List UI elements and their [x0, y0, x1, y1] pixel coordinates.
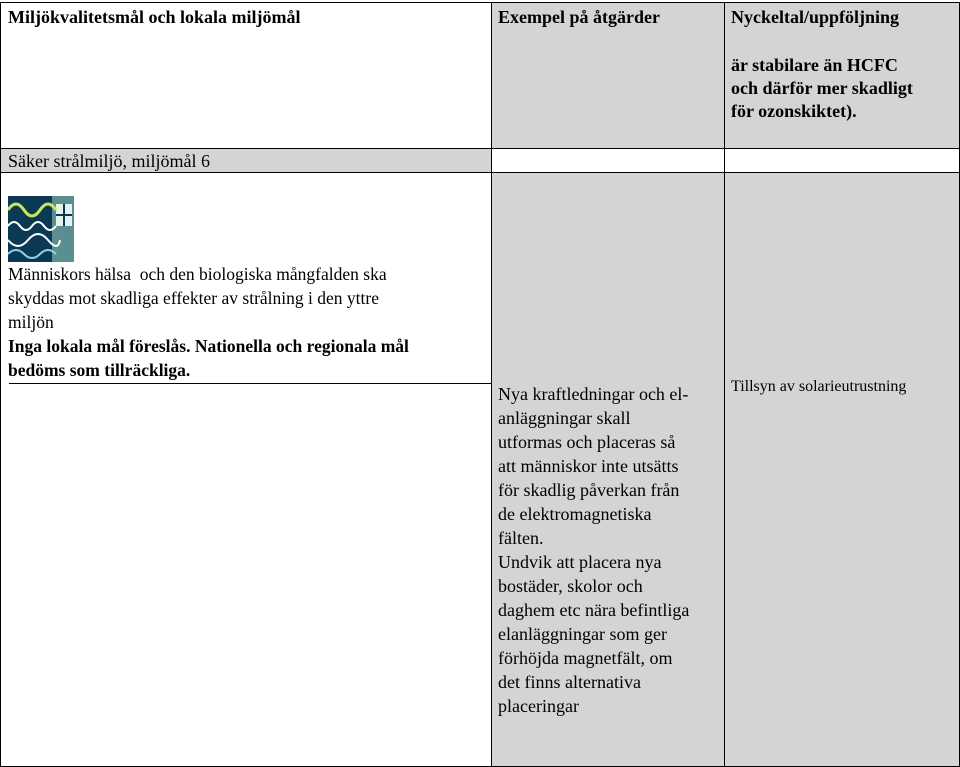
- action-line: för skadlig påverkan från: [498, 480, 680, 500]
- local-goal-line: Inga lokala mål föreslås. Nationella och regionala mål: [8, 336, 409, 356]
- section-title-actions-cell: [491, 148, 725, 173]
- action-line: utformas och placeras så: [498, 432, 676, 452]
- followup-cell: [724, 172, 960, 767]
- goal-line: skyddas mot skadliga effekter av strålning i den yttre: [8, 288, 379, 308]
- action-line: det finns alternativa: [498, 672, 641, 692]
- action-line: de elektromagnetiska: [498, 504, 652, 524]
- local-goal-line: bedöms som tillräckliga.: [8, 360, 191, 380]
- goal-line: Människors hälsa och den biologiska mångfalden ska: [8, 264, 387, 284]
- action-line: Nya kraftledningar och el-: [498, 384, 689, 404]
- followup-text: Tillsyn av solarieutrustning: [731, 378, 907, 395]
- followup-continued-line: för ozonskiktet).: [731, 101, 857, 121]
- action-line: att människor inte utsätts: [498, 456, 679, 476]
- action-line: daghem etc nära befintliga: [498, 600, 690, 620]
- column-header-actions: Exempel på åtgärder: [498, 7, 660, 27]
- followup-continued-line: och därför mer skadligt: [731, 78, 913, 98]
- action-line: anläggningar skall: [498, 408, 631, 428]
- section-title-followup-cell: [724, 148, 960, 173]
- column-header-goals: Miljökvalitetsmål och lokala miljömål: [8, 7, 301, 27]
- action-line: placeringar: [498, 696, 579, 716]
- goal-line: miljön: [8, 312, 54, 332]
- goal-lower-area: [9, 383, 491, 384]
- followup-continued-line: är stabilare än HCFC: [731, 55, 898, 75]
- action-line: elanläggningar som ger: [498, 624, 667, 644]
- action-line: Undvik att placera nya: [498, 552, 662, 572]
- action-line: bostäder, skolor och: [498, 576, 643, 596]
- action-line: fälten.: [498, 528, 544, 548]
- section-title: Säker strålmiljö, miljömål 6: [8, 151, 210, 171]
- action-line: förhöjda magnetfält, om: [498, 648, 673, 668]
- radiation-waves-icon: [8, 196, 74, 262]
- column-header-followup: Nyckeltal/uppföljning: [731, 7, 900, 27]
